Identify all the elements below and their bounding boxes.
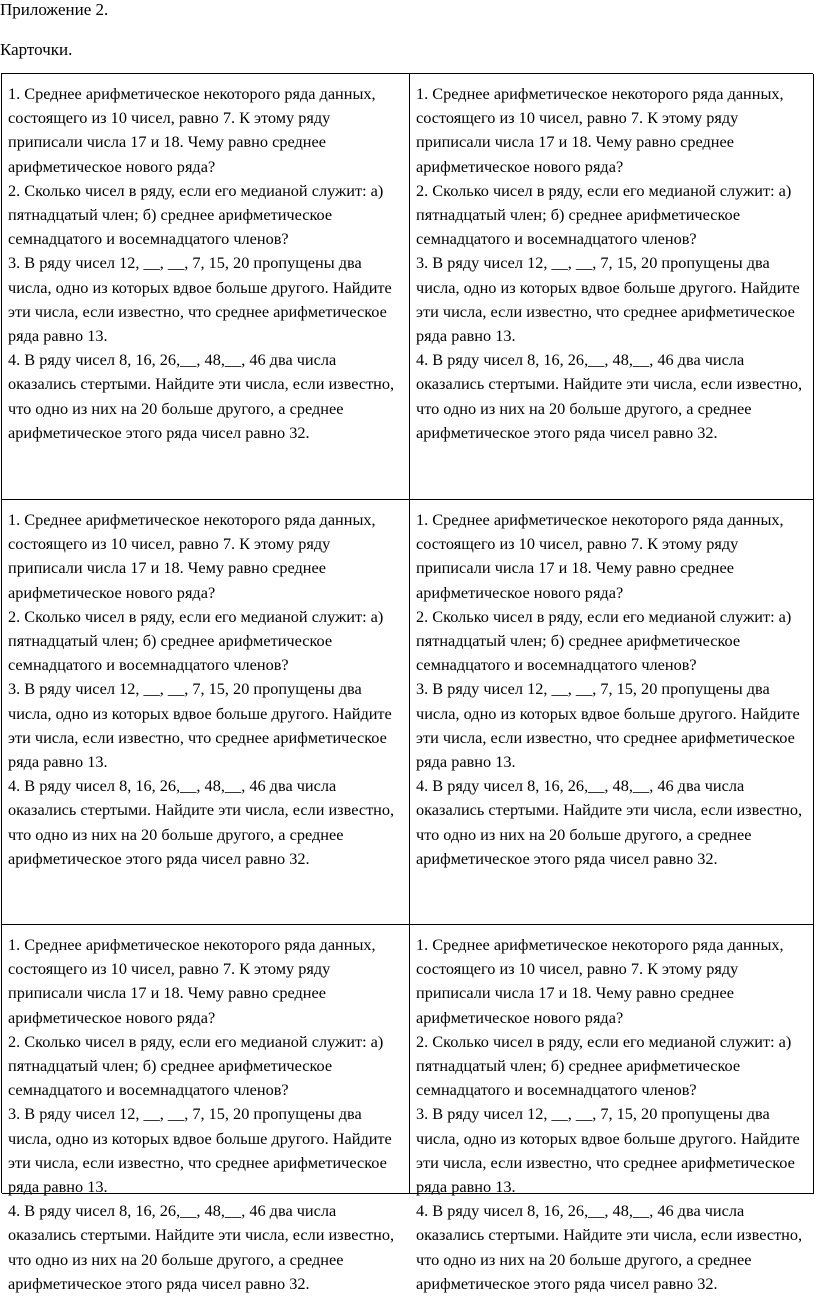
task-4: 4. В ряду чисел 8, 16, 26,__, 48,__, 46 два числа оказались стертыми. Найдите эти числа, если известно, что одно из них на 20 больше другого, а среднее арифметическое этого ряда чисел равно 32. (8, 350, 395, 442)
task-3: 3. В ряду чисел 12, __, __, 7, 15, 20 пропущены два числа, одно из которых вдвое больше другого. Найдите эти числа, если известно, что среднее арифметическое ряда равно 13. (416, 679, 800, 772)
task-2: 2. Сколько чисел в ряду, если его медианой служит: а) пятнадцатый член; б) среднее арифметическое семнадцатого и восемнадцатого членов? (416, 606, 792, 675)
task-2: 2. Сколько чисел в ряду, если его медианой служит: а) пятнадцатый член; б) среднее арифметическое семнадцатого и восемнадцатого членов? (416, 1031, 792, 1100)
task-1: 1. Среднее арифметическое некоторого ряда данных, состоящего из 10 чисел, равно 7. К этому ряду приписали числа 17 и 18. Чему равно среднее арифметическое нового ряда? (416, 84, 784, 176)
task-4: 4. В ряду чисел 8, 16, 26,__, 48,__, 46 два числа оказались стертыми. Найдите эти числа, если известно, что одно из них на 20 больше другого, а среднее арифметическое этого ряда чисел равно 32. (8, 1201, 395, 1293)
task-4: 4. В ряду чисел 8, 16, 26,__, 48,__, 46 два числа оказались стертыми. Найдите эти числа, если известно, что одно из них на 20 больше другого, а среднее арифметическое этого ряда чисел равно 32. (416, 350, 803, 442)
cards-title: Карточки. (0, 40, 73, 59)
task-2: 2. Сколько чисел в ряду, если его медианой служит: а) пятнадцатый член; б) среднее арифметическое семнадцатого и восемнадцатого членов? (8, 180, 384, 249)
task-1: 1. Среднее арифметическое некоторого ряда данных, состоящего из 10 чисел, равно 7. К этому ряду приписали числа 17 и 18. Чему равно среднее арифметическое нового ряда? (416, 935, 784, 1027)
card-cell (410, 74, 814, 500)
task-3: 3. В ряду чисел 12, __, __, 7, 15, 20 пропущены два числа, одно из которых вдвое больше другого. Найдите эти числа, если известно, что среднее арифметическое ряда равно 13. (416, 1104, 800, 1197)
task-1: 1. Среднее арифметическое некоторого ряда данных, состоящего из 10 чисел, равно 7. К этому ряду приписали числа 17 и 18. Чему равно среднее арифметическое нового ряда? (8, 935, 376, 1027)
cards-table (1, 73, 813, 1293)
task-4: 4. В ряду чисел 8, 16, 26,__, 48,__, 46 два числа оказались стертыми. Найдите эти числа, если известно, что одно из них на 20 больше другого, а среднее арифметическое этого ряда чисел равно 32. (8, 776, 395, 868)
task-2: 2. Сколько чисел в ряду, если его медианой служит: а) пятнадцатый член; б) среднее арифметическое семнадцатого и восемнадцатого членов? (8, 1031, 384, 1100)
appendix-label: Приложение 2. (0, 0, 109, 19)
card-cell (410, 500, 814, 925)
task-3: 3. В ряду чисел 12, __, __, 7, 15, 20 пропущены два числа, одно из которых вдвое больше другого. Найдите эти числа, если известно, что среднее арифметическое ряда равно 13. (8, 253, 392, 346)
card-cell (410, 925, 814, 1293)
task-3: 3. В ряду чисел 12, __, __, 7, 15, 20 пропущены два числа, одно из которых вдвое больше другого. Найдите эти числа, если известно, что среднее арифметическое ряда равно 13. (8, 1104, 392, 1197)
task-2: 2. Сколько чисел в ряду, если его медианой служит: а) пятнадцатый член; б) среднее арифметическое семнадцатого и восемнадцатого членов? (416, 180, 792, 249)
task-3: 3. В ряду чисел 12, __, __, 7, 15, 20 пропущены два числа, одно из которых вдвое больше другого. Найдите эти числа, если известно, что среднее арифметическое ряда равно 13. (416, 253, 800, 346)
task-3: 3. В ряду чисел 12, __, __, 7, 15, 20 пропущены два числа, одно из которых вдвое больше другого. Найдите эти числа, если известно, что среднее арифметическое ряда равно 13. (8, 679, 392, 772)
task-1: 1. Среднее арифметическое некоторого ряда данных, состоящего из 10 чисел, равно 7. К этому ряду приписали числа 17 и 18. Чему равно среднее арифметическое нового ряда? (416, 510, 784, 602)
task-4: 4. В ряду чисел 8, 16, 26,__, 48,__, 46 два числа оказались стертыми. Найдите эти числа, если известно, что одно из них на 20 больше другого, а среднее арифметическое этого ряда чисел равно 32. (416, 1201, 803, 1293)
card-cell (2, 925, 410, 1293)
task-4: 4. В ряду чисел 8, 16, 26,__, 48,__, 46 два числа оказались стертыми. Найдите эти числа, если известно, что одно из них на 20 больше другого, а среднее арифметическое этого ряда чисел равно 32. (416, 776, 803, 868)
task-2: 2. Сколько чисел в ряду, если его медианой служит: а) пятнадцатый член; б) среднее арифметическое семнадцатого и восемнадцатого членов? (8, 606, 384, 675)
card-cell (2, 500, 410, 925)
task-1: 1. Среднее арифметическое некоторого ряда данных, состоящего из 10 чисел, равно 7. К этому ряду приписали числа 17 и 18. Чему равно среднее арифметическое нового ряда? (8, 84, 376, 176)
card-cell (2, 74, 410, 500)
task-1: 1. Среднее арифметическое некоторого ряда данных, состоящего из 10 чисел, равно 7. К этому ряду приписали числа 17 и 18. Чему равно среднее арифметическое нового ряда? (8, 510, 376, 602)
